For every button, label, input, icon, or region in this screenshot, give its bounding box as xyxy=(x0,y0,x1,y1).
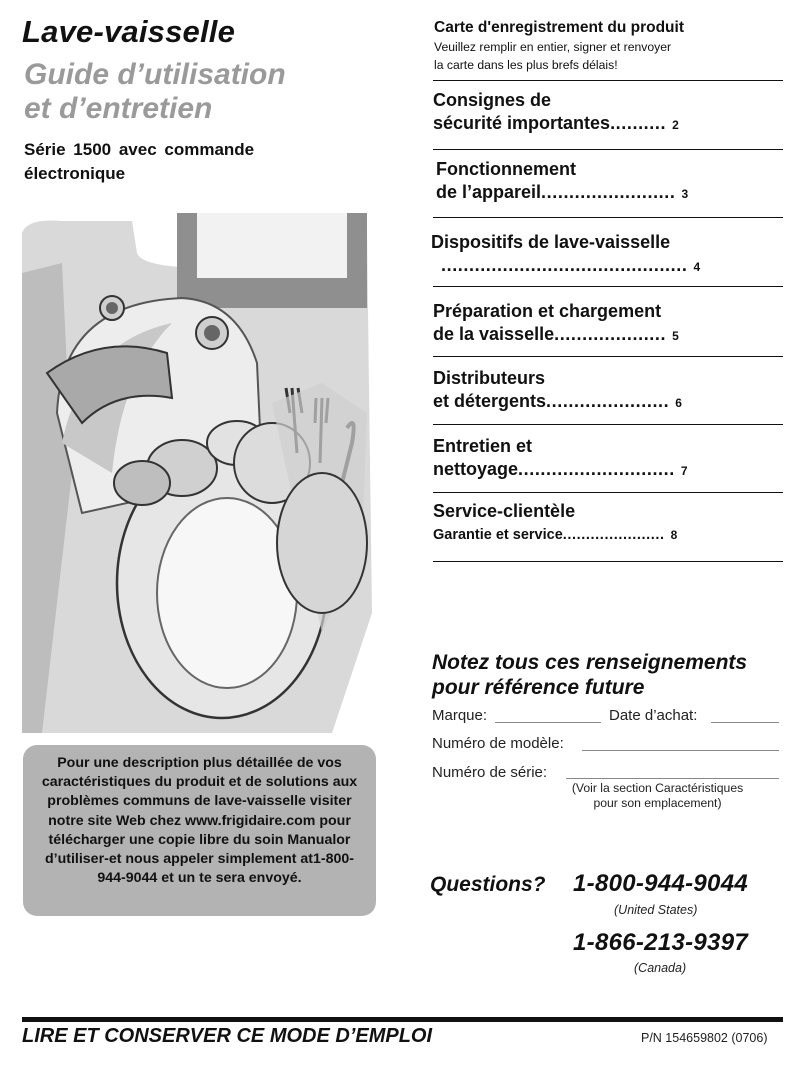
series-line-2: électronique xyxy=(24,164,126,183)
toc-entry-safety[interactable] xyxy=(433,89,785,137)
registration-card-title: Carte d'enregistrement du produit xyxy=(434,19,684,36)
toc-entry-care[interactable] xyxy=(433,435,785,483)
plate-small xyxy=(277,473,367,613)
toc-page-number: 5 xyxy=(672,329,679,343)
model-number-field[interactable] xyxy=(582,750,779,751)
toc-entry-subtitle: sécurité importantes xyxy=(433,113,611,133)
toc-leader-dots: ........................ xyxy=(541,182,676,202)
toc-entry-subtitle: de l’appareil xyxy=(436,182,542,202)
document-subtitle xyxy=(24,58,384,126)
toc-entry-loading[interactable] xyxy=(433,300,785,348)
serial-number-field[interactable] xyxy=(566,778,779,779)
country-us: (United States) xyxy=(614,903,698,917)
toc-entry-line xyxy=(433,112,785,137)
hint-line-2: pour son emplacement) xyxy=(593,796,722,810)
toc-leader-dots: ............................ xyxy=(518,459,675,479)
brand-label: Marque: xyxy=(432,707,488,724)
divider xyxy=(433,80,783,81)
divider xyxy=(433,561,783,562)
divider xyxy=(433,356,783,357)
questions-label: Questions? xyxy=(430,873,546,896)
model-number-label: Numéro de modèle: xyxy=(432,735,564,752)
toc-entry-line xyxy=(433,390,785,415)
registration-note-line-1: Veuillez remplir en entier, signer et renvoyer xyxy=(434,40,672,54)
serial-number-label: Numéro de série: xyxy=(432,764,548,781)
toc-entry-title: Fonctionnement xyxy=(436,159,576,179)
toc-leader-dots: .......... xyxy=(610,113,667,133)
toc-page-number: 7 xyxy=(680,464,688,478)
phone-canada[interactable]: 1-866-213-9397 xyxy=(573,929,749,956)
knob-right-inner xyxy=(204,325,220,341)
toc-entry-dispensers[interactable] xyxy=(433,367,785,415)
document-title: Lave-vaisselle xyxy=(22,14,236,49)
toc-entry-title: Dispositifs de lave-vaisselle xyxy=(431,232,671,252)
toc-entry-line xyxy=(436,181,788,206)
divider xyxy=(433,286,783,287)
country-canada: (Canada) xyxy=(634,961,687,975)
divider xyxy=(433,492,783,493)
subtitle-line-1: Guide d’utilisation xyxy=(24,58,286,91)
divider xyxy=(433,424,783,425)
purchase-date-label: Date d’achat: xyxy=(609,707,698,724)
purchase-date-field[interactable] xyxy=(711,722,779,723)
toc-leader-dots: ...................... xyxy=(546,391,670,411)
toc-entry-service[interactable] xyxy=(433,500,785,547)
brand-field[interactable] xyxy=(495,722,601,723)
toc-entry-title: Distributeurs xyxy=(433,368,546,388)
phone-us[interactable]: 1-800-944-9044 xyxy=(573,870,749,897)
toc-entry-subtitle: et détergents xyxy=(433,391,547,411)
toc-entry-title: Entretien et xyxy=(433,436,533,456)
toc-entry-title: Consignes de xyxy=(433,90,552,110)
toc-page-number: 6 xyxy=(675,396,682,410)
dishwasher-illustration xyxy=(22,213,372,733)
notes-title xyxy=(432,650,792,700)
toc-entry-subtitle: de la vaisselle xyxy=(433,324,555,344)
toc-entry-line xyxy=(433,522,785,547)
toc-entry-features[interactable] xyxy=(431,231,783,279)
serial-location-hint xyxy=(540,781,775,811)
registration-card-note xyxy=(434,38,734,74)
toc-entry-line xyxy=(433,323,785,348)
toc-entry-line xyxy=(433,458,785,483)
hint-line-1: (Voir la section Caractéristiques xyxy=(571,781,744,795)
toc-page-number: 4 xyxy=(693,260,701,274)
divider xyxy=(433,149,783,150)
toc-leader-dots: .................... xyxy=(554,324,667,344)
series-label xyxy=(24,138,324,186)
toc-entry-subtitle: Garantie et service xyxy=(433,527,563,543)
door-window xyxy=(197,213,347,278)
toc-entry-title: Préparation et chargement xyxy=(433,301,662,321)
series-line-1: Série 1500 avec commande xyxy=(24,140,255,159)
registration-note-line-2: la carte dans les plus brefs délais! xyxy=(434,58,618,72)
part-number: P/N 154659802 (0706) xyxy=(641,1031,768,1045)
toc-entry-operation[interactable] xyxy=(436,158,788,206)
toc-leader-dots: ...................... xyxy=(562,527,665,543)
toc-entry-line xyxy=(431,254,783,279)
toc-page-number: 8 xyxy=(670,528,678,542)
cup-3 xyxy=(114,461,170,505)
toc-entry-title: Service-clientèle xyxy=(433,501,576,521)
toc-page-number: 2 xyxy=(672,118,679,132)
footer-bar xyxy=(22,1017,783,1022)
toc-leader-dots: ............................................ xyxy=(441,255,688,275)
subtitle-line-2: et d’entretien xyxy=(24,92,213,125)
footer-notice: LIRE ET CONSERVER CE MODE D’EMPLOI xyxy=(22,1025,433,1047)
plate-large-rim xyxy=(157,498,297,688)
toc-page-number: 3 xyxy=(681,187,689,201)
divider xyxy=(433,217,783,218)
notes-title-line-2: pour référence future xyxy=(432,676,645,699)
info-box-text: Pour une description plus détaillée de vos caractéristiques du produit et de solutions aux problèmes communs de lave-vaisselle visiter notre site Web chez www.frigidaire.com pour télécharger une copie libre du soin Manualor d’utiliser-et nous appeler simplement at1-800-944-9044 et un te sera envoyé. xyxy=(41,755,358,887)
info-box xyxy=(23,745,376,916)
knob-left-inner xyxy=(106,302,118,314)
notes-title-line-1: Notez tous ces renseignements xyxy=(432,651,748,674)
toc-entry-subtitle: nettoyage xyxy=(433,459,519,479)
